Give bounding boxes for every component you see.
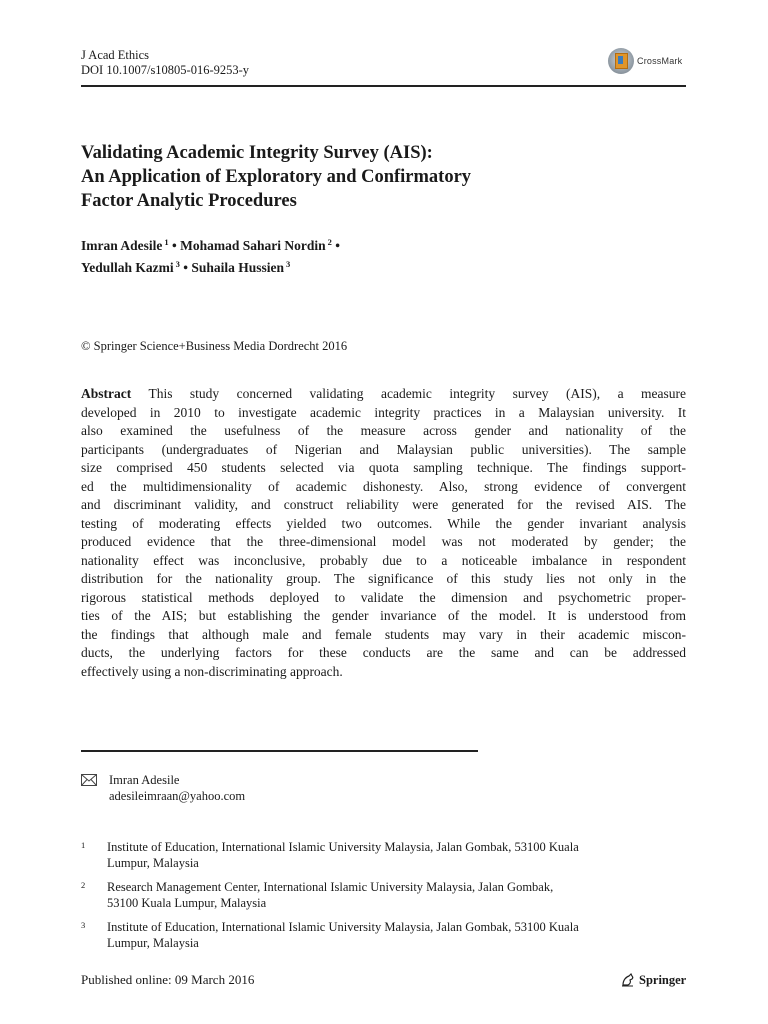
- affiliation-line: 53100 Kuala Lumpur, Malaysia: [107, 895, 267, 910]
- footnote-rule: [81, 750, 478, 752]
- abstract-line: rigorous statistical methods deployed to validate the dimension and psychometric proper-: [81, 589, 686, 605]
- abstract-line: ducts, the underlying factors for these conducts are the same and can be addressed: [81, 645, 686, 660]
- abstract-line: size comprised 450 students selected via quota sampling technique. The findings support-: [81, 460, 686, 475]
- springer-logo: [620, 972, 686, 988]
- abstract-heading: Abstract: [81, 386, 132, 401]
- abstract-line: participants (undergraduates of Nigerian and Malaysian public universities). The sample: [81, 441, 686, 457]
- header-rule: [81, 85, 686, 87]
- author-affil-ref: 3: [286, 259, 291, 269]
- affiliation-number: 1: [81, 840, 86, 850]
- abstract-line: distribution for the nationality group. The significance of this study lies not only in the: [81, 571, 686, 586]
- author-email[interactable]: adesileimraan@yahoo.com: [109, 789, 246, 803]
- crossmark-icon: [608, 48, 634, 74]
- affiliation-line: Research Management Center, International Islamic University Malaysia, Jalan Gombak,: [107, 880, 554, 894]
- published-date: Published online: 09 March 2016: [81, 972, 255, 987]
- author-separator: •: [335, 238, 341, 253]
- affiliation-line: Institute of Education, International Islamic University Malaysia, Jalan Gombak, 53100 Kuala: [107, 920, 579, 934]
- title-line: Factor Analytic Procedures: [81, 191, 297, 211]
- abstract-line: also examined the usefulness of the measure across gender and nationality of the: [81, 423, 686, 438]
- author-list: [81, 233, 340, 277]
- paper-title: [81, 141, 641, 213]
- abstract-line: developed in 2010 to investigate academic integrity practices in a Malaysian university. It: [81, 404, 686, 420]
- journal-name: J Acad Ethics: [81, 48, 150, 62]
- author-name[interactable]: Suhaila Hussien: [191, 260, 285, 275]
- springer-horse-icon: [620, 972, 636, 988]
- abstract-line: ties of the AIS; but establishing the gender invariance of the model. It is understood from: [81, 608, 686, 623]
- author-affil-ref: 1: [164, 237, 169, 247]
- abstract-line: ed the multidimensionality of academic dishonesty. Also, strong evidence of convergent: [81, 478, 686, 494]
- abstract-line: produced evidence that the three-dimensional model was not moderated by gender; the: [81, 534, 686, 549]
- abstract-line: and discriminant validity, and construct reliability were generated for the revised AIS. The: [81, 497, 686, 512]
- affiliation-line: Lumpur, Malaysia: [107, 855, 199, 870]
- affiliation-item: [81, 920, 686, 951]
- author-affil-ref: 3: [175, 259, 180, 269]
- affiliation-line: Lumpur, Malaysia: [107, 935, 199, 950]
- journal-header: [81, 48, 249, 78]
- author-name[interactable]: Yedullah Kazmi: [81, 260, 174, 275]
- envelope-icon: [81, 774, 97, 786]
- abstract-line: effectively using a non-discriminating approach.: [81, 663, 343, 679]
- affiliation-number: 3: [81, 920, 86, 930]
- affiliation-line: Institute of Education, International Islamic University Malaysia, Jalan Gombak, 53100 Kuala: [107, 840, 579, 854]
- crossmark-label: CrossMark: [637, 56, 683, 66]
- title-line: An Application of Exploratory and Confirmatory: [81, 167, 472, 187]
- abstract-line: testing of moderating effects yielded two outcomes. While the gender invariant analysis: [81, 515, 686, 531]
- corresponding-author: Imran Adesile: [109, 773, 180, 787]
- abstract-line: the findings that although male and female students may vary in their academic miscon-: [81, 626, 686, 642]
- affiliation-list: [81, 840, 686, 960]
- author-name[interactable]: Mohamad Sahari Nordin: [180, 238, 326, 253]
- author-separator: •: [172, 238, 177, 253]
- publisher-name: Springer: [639, 972, 687, 987]
- copyright-notice: © Springer Science+Business Media Dordrecht 2016: [81, 339, 348, 353]
- author-name[interactable]: Imran Adesile: [81, 238, 163, 253]
- affiliation-item: [81, 840, 686, 871]
- affiliation-item: [81, 880, 686, 911]
- affiliation-number: 2: [81, 880, 86, 890]
- abstract-line: Abstract This study concerned validating academic integrity survey (AIS), a measure: [81, 386, 686, 401]
- abstract: [81, 385, 686, 681]
- author-separator: •: [183, 260, 188, 275]
- crossmark-badge[interactable]: [608, 48, 682, 74]
- abstract-line: nationality effect was inconclusive, probably due to a noticeable imbalance in respondent: [81, 552, 686, 568]
- correspondence: [81, 772, 245, 804]
- author-affil-ref: 2: [327, 237, 332, 247]
- doi[interactable]: DOI 10.1007/s10805-016-9253-y: [81, 63, 250, 77]
- title-line: Validating Academic Integrity Survey (AIS):: [81, 143, 433, 163]
